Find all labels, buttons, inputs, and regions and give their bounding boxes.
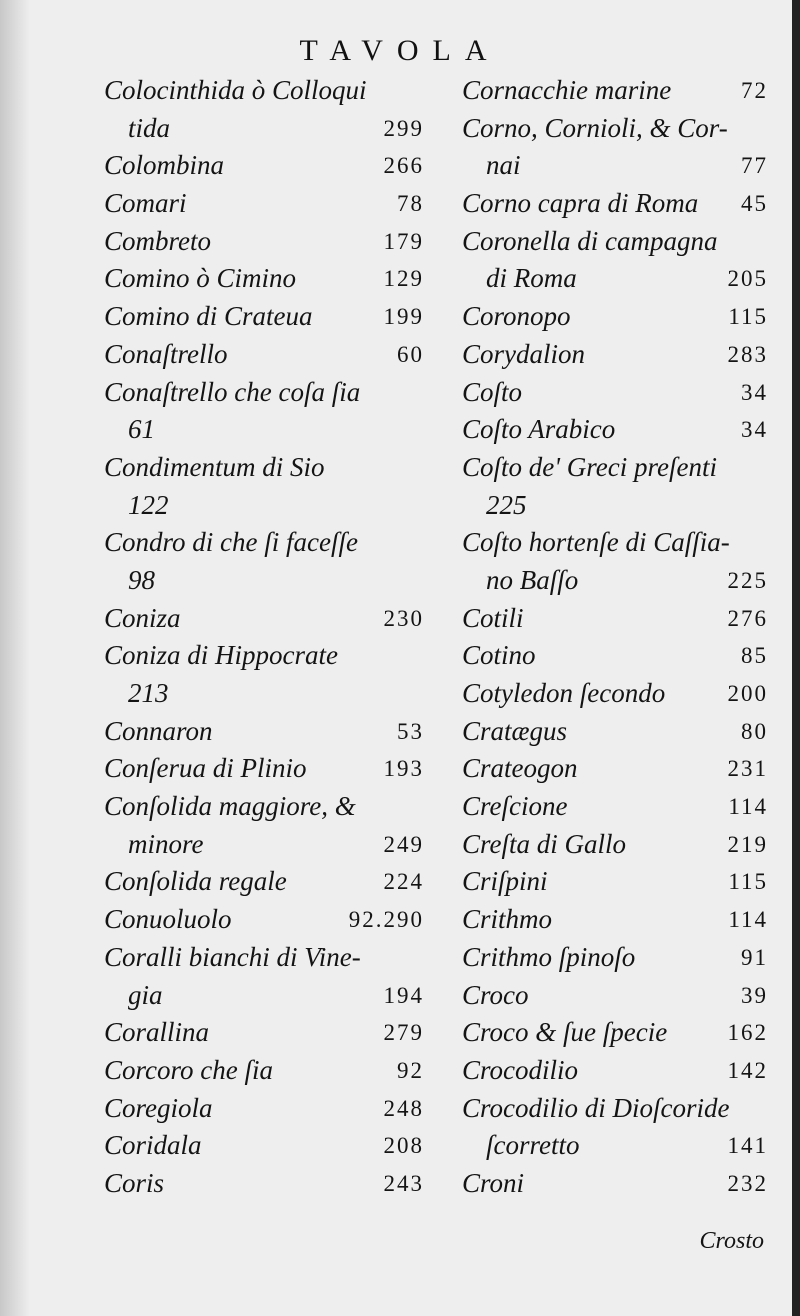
index-entry xyxy=(104,1090,424,1128)
entry-page-number: 91 xyxy=(741,944,768,970)
entry-term: Croco & ſue ſpecie xyxy=(462,1017,668,1048)
index-entry xyxy=(462,1127,768,1165)
entry-term: Corcoro che ſia xyxy=(104,1054,273,1085)
entry-page-number: 276 xyxy=(727,605,768,631)
entry-page-number: 249 xyxy=(383,831,424,857)
entry-page-number: 266 xyxy=(383,153,424,179)
index-entry xyxy=(104,1165,424,1203)
index-entry xyxy=(462,713,768,751)
entry-term: Comino di Crateua xyxy=(104,301,313,332)
entry-page-number: 129 xyxy=(383,266,424,292)
index-entry xyxy=(104,1014,424,1052)
entry-page-number: 115 xyxy=(728,869,768,895)
entry-term: Conſerua di Plinio xyxy=(104,753,307,784)
entry-term: 225 xyxy=(486,489,527,520)
entry-term: Croco xyxy=(462,979,529,1010)
entry-page-number: 114 xyxy=(728,794,768,820)
entry-page-number: 208 xyxy=(383,1133,424,1159)
entry-term: Coſto Arabico xyxy=(462,414,616,445)
entry-term: Cotino xyxy=(462,640,536,671)
entry-page-number: 205 xyxy=(727,266,768,292)
entry-term: Corydalion xyxy=(462,338,586,369)
index-entry xyxy=(462,1090,768,1128)
index-entry xyxy=(104,1052,424,1090)
index-entry xyxy=(462,675,768,713)
index-entry xyxy=(462,977,768,1015)
entry-term: Coronopo xyxy=(462,301,571,332)
entry-page-number: 141 xyxy=(727,1133,768,1159)
entry-term: Creſta di Gallo xyxy=(462,828,627,859)
entry-term: no Baſſo xyxy=(486,564,579,595)
index-column-right xyxy=(462,72,768,1203)
entry-term: Colombina xyxy=(104,150,225,181)
index-entry xyxy=(462,901,768,939)
entry-term: Condimentum di Sio xyxy=(104,451,325,482)
index-entry xyxy=(462,826,768,864)
entry-term: Conſolida maggiore, & xyxy=(104,791,356,822)
index-entry xyxy=(104,411,424,449)
entry-term: di Roma xyxy=(486,263,577,294)
index-entry xyxy=(104,939,424,977)
entry-page-number: 162 xyxy=(727,1020,768,1046)
entry-term: Corallina xyxy=(104,1017,210,1048)
entry-page-number: 72 xyxy=(741,78,768,103)
index-entry xyxy=(104,374,424,412)
index-entry xyxy=(462,449,768,487)
entry-term: Conaſtrello xyxy=(104,338,228,369)
entry-page-number: 80 xyxy=(741,718,768,744)
entry-term: Crithmo ſpinoſo xyxy=(462,941,636,972)
catchword: Crosto xyxy=(699,1228,764,1254)
index-entry xyxy=(462,1052,768,1090)
entry-term: Connaron xyxy=(104,715,213,746)
entry-page-number: 243 xyxy=(383,1170,424,1196)
entry-page-number: 248 xyxy=(383,1095,424,1121)
entry-page-number: 92.290 xyxy=(348,907,424,933)
entry-term: Comari xyxy=(104,188,187,219)
entry-term: Coſto de' Greci preſenti xyxy=(462,451,717,482)
entry-term: Crithmo xyxy=(462,904,553,935)
index-entry xyxy=(462,411,768,449)
index-entry xyxy=(104,336,424,374)
entry-term: Conuoluolo xyxy=(104,904,232,935)
entry-term: Comino ò Cimino xyxy=(104,263,297,294)
entry-page-number: 230 xyxy=(383,605,424,631)
index-entry xyxy=(462,863,768,901)
entry-page-number: 200 xyxy=(727,681,768,706)
entry-term: Coniza di Hippocrate xyxy=(104,640,338,671)
entry-term: Crateogon xyxy=(462,753,578,784)
entry-page-number: 225 xyxy=(727,567,768,593)
index-entry xyxy=(462,487,768,525)
entry-page-number: 115 xyxy=(728,304,768,330)
index-entry xyxy=(104,487,424,525)
entry-term: tida xyxy=(128,112,171,143)
entry-term: Cotili xyxy=(462,602,524,633)
index-entry xyxy=(104,788,424,826)
index-entry xyxy=(104,72,424,110)
index-entry xyxy=(462,1014,768,1052)
entry-page-number: 92 xyxy=(397,1057,424,1083)
entry-page-number: 53 xyxy=(397,718,424,744)
index-entry xyxy=(104,863,424,901)
index-entry xyxy=(104,185,424,223)
entry-term: Crocodilio di Dioſcoride xyxy=(462,1092,730,1123)
entry-term: Corno capra di Roma xyxy=(462,188,699,219)
entry-term: Corno, Cornioli, & Cor- xyxy=(462,112,728,143)
index-entry xyxy=(462,788,768,826)
entry-term: ſcorretto xyxy=(486,1130,580,1161)
entry-page-number: 279 xyxy=(383,1020,424,1046)
entry-page-number: 34 xyxy=(741,379,768,405)
entry-page-number: 39 xyxy=(741,982,768,1008)
index-entry xyxy=(462,1165,768,1203)
index-entry xyxy=(104,901,424,939)
page-header: TAVOLA xyxy=(299,34,501,67)
index-entry xyxy=(104,449,424,487)
entry-term: Coſto hortenſe di Caſſia- xyxy=(462,527,730,558)
index-entry xyxy=(462,562,768,600)
entry-page-number: 231 xyxy=(727,756,768,782)
entry-term: Creſcione xyxy=(462,791,568,822)
index-entry xyxy=(104,562,424,600)
index-entry xyxy=(462,524,768,562)
entry-term: Conſolida regale xyxy=(104,866,287,897)
index-entry xyxy=(462,298,768,336)
entry-term: Condro di che ſi faceſſe xyxy=(104,527,358,558)
entry-term: Coregiola xyxy=(104,1092,213,1123)
entry-page-number: 114 xyxy=(728,907,768,933)
index-entry xyxy=(462,147,768,185)
index-entry xyxy=(104,826,424,864)
entry-term: minore xyxy=(128,828,204,859)
entry-term: Coralli bianchi di Vine- xyxy=(104,941,361,972)
entry-page-number: 45 xyxy=(741,191,768,217)
index-entry xyxy=(104,600,424,638)
entry-page-number: 34 xyxy=(741,417,768,443)
entry-term: Coridala xyxy=(104,1130,202,1161)
entry-page-number: 199 xyxy=(383,304,424,330)
entry-term: Coronella di campagna xyxy=(462,225,718,256)
index-entry xyxy=(104,524,424,562)
entry-page-number: 78 xyxy=(397,191,424,217)
entry-page-number: 179 xyxy=(383,228,424,254)
index-entry xyxy=(462,336,768,374)
index-entry xyxy=(104,750,424,788)
entry-term: 98 xyxy=(128,564,155,595)
entry-term: Crocodilio xyxy=(462,1054,579,1085)
entry-page-number: 232 xyxy=(727,1170,768,1196)
index-entry xyxy=(462,600,768,638)
entry-page-number: 60 xyxy=(397,341,424,367)
entry-page-number: 283 xyxy=(727,341,768,367)
entry-page-number: 299 xyxy=(383,115,424,141)
index-entry xyxy=(462,939,768,977)
entry-page-number: 219 xyxy=(727,831,768,857)
entry-term: Coſto xyxy=(462,376,523,407)
entry-term: 122 xyxy=(128,489,169,520)
entry-page-number: 193 xyxy=(383,756,424,782)
entry-term: nai xyxy=(486,150,521,181)
entry-term: 61 xyxy=(128,414,155,445)
entry-term: Colocinthida ò Colloqui xyxy=(104,75,367,105)
entry-page-number: 85 xyxy=(741,643,768,669)
entry-term: gia xyxy=(128,979,163,1010)
entry-term: Cotyledon ſecondo xyxy=(462,678,666,708)
index-entry xyxy=(104,977,424,1015)
index-column-left xyxy=(104,72,424,1203)
entry-term: Croni xyxy=(462,1167,525,1198)
entry-page-number: 142 xyxy=(727,1057,768,1083)
entry-page-number: 194 xyxy=(383,982,424,1008)
entry-page-number: 77 xyxy=(741,153,768,179)
index-entry xyxy=(104,110,424,148)
entry-term: Cratægus xyxy=(462,715,568,746)
index-entry xyxy=(462,260,768,298)
entry-term: Coris xyxy=(104,1167,165,1198)
index-entry xyxy=(104,713,424,751)
index-entry xyxy=(104,298,424,336)
index-entry xyxy=(104,260,424,298)
index-entry xyxy=(104,675,424,713)
index-entry xyxy=(462,110,768,148)
index-entry xyxy=(104,223,424,261)
entry-term: Conaſtrello che coſa ſia xyxy=(104,376,361,407)
index-entry xyxy=(104,1127,424,1165)
index-entry xyxy=(104,637,424,675)
entry-term: 213 xyxy=(128,678,169,708)
index-entry xyxy=(462,223,768,261)
entry-term: Cornacchie marine xyxy=(462,75,672,105)
entry-page-number: 224 xyxy=(383,869,424,895)
index-entry xyxy=(462,374,768,412)
index-entry xyxy=(462,72,768,110)
entry-term: Coniza xyxy=(104,602,181,633)
index-entry xyxy=(462,750,768,788)
index-entry xyxy=(462,637,768,675)
entry-term: Combreto xyxy=(104,225,211,256)
entry-term: Criſpini xyxy=(462,866,548,897)
index-entry xyxy=(462,185,768,223)
index-entry xyxy=(104,147,424,185)
